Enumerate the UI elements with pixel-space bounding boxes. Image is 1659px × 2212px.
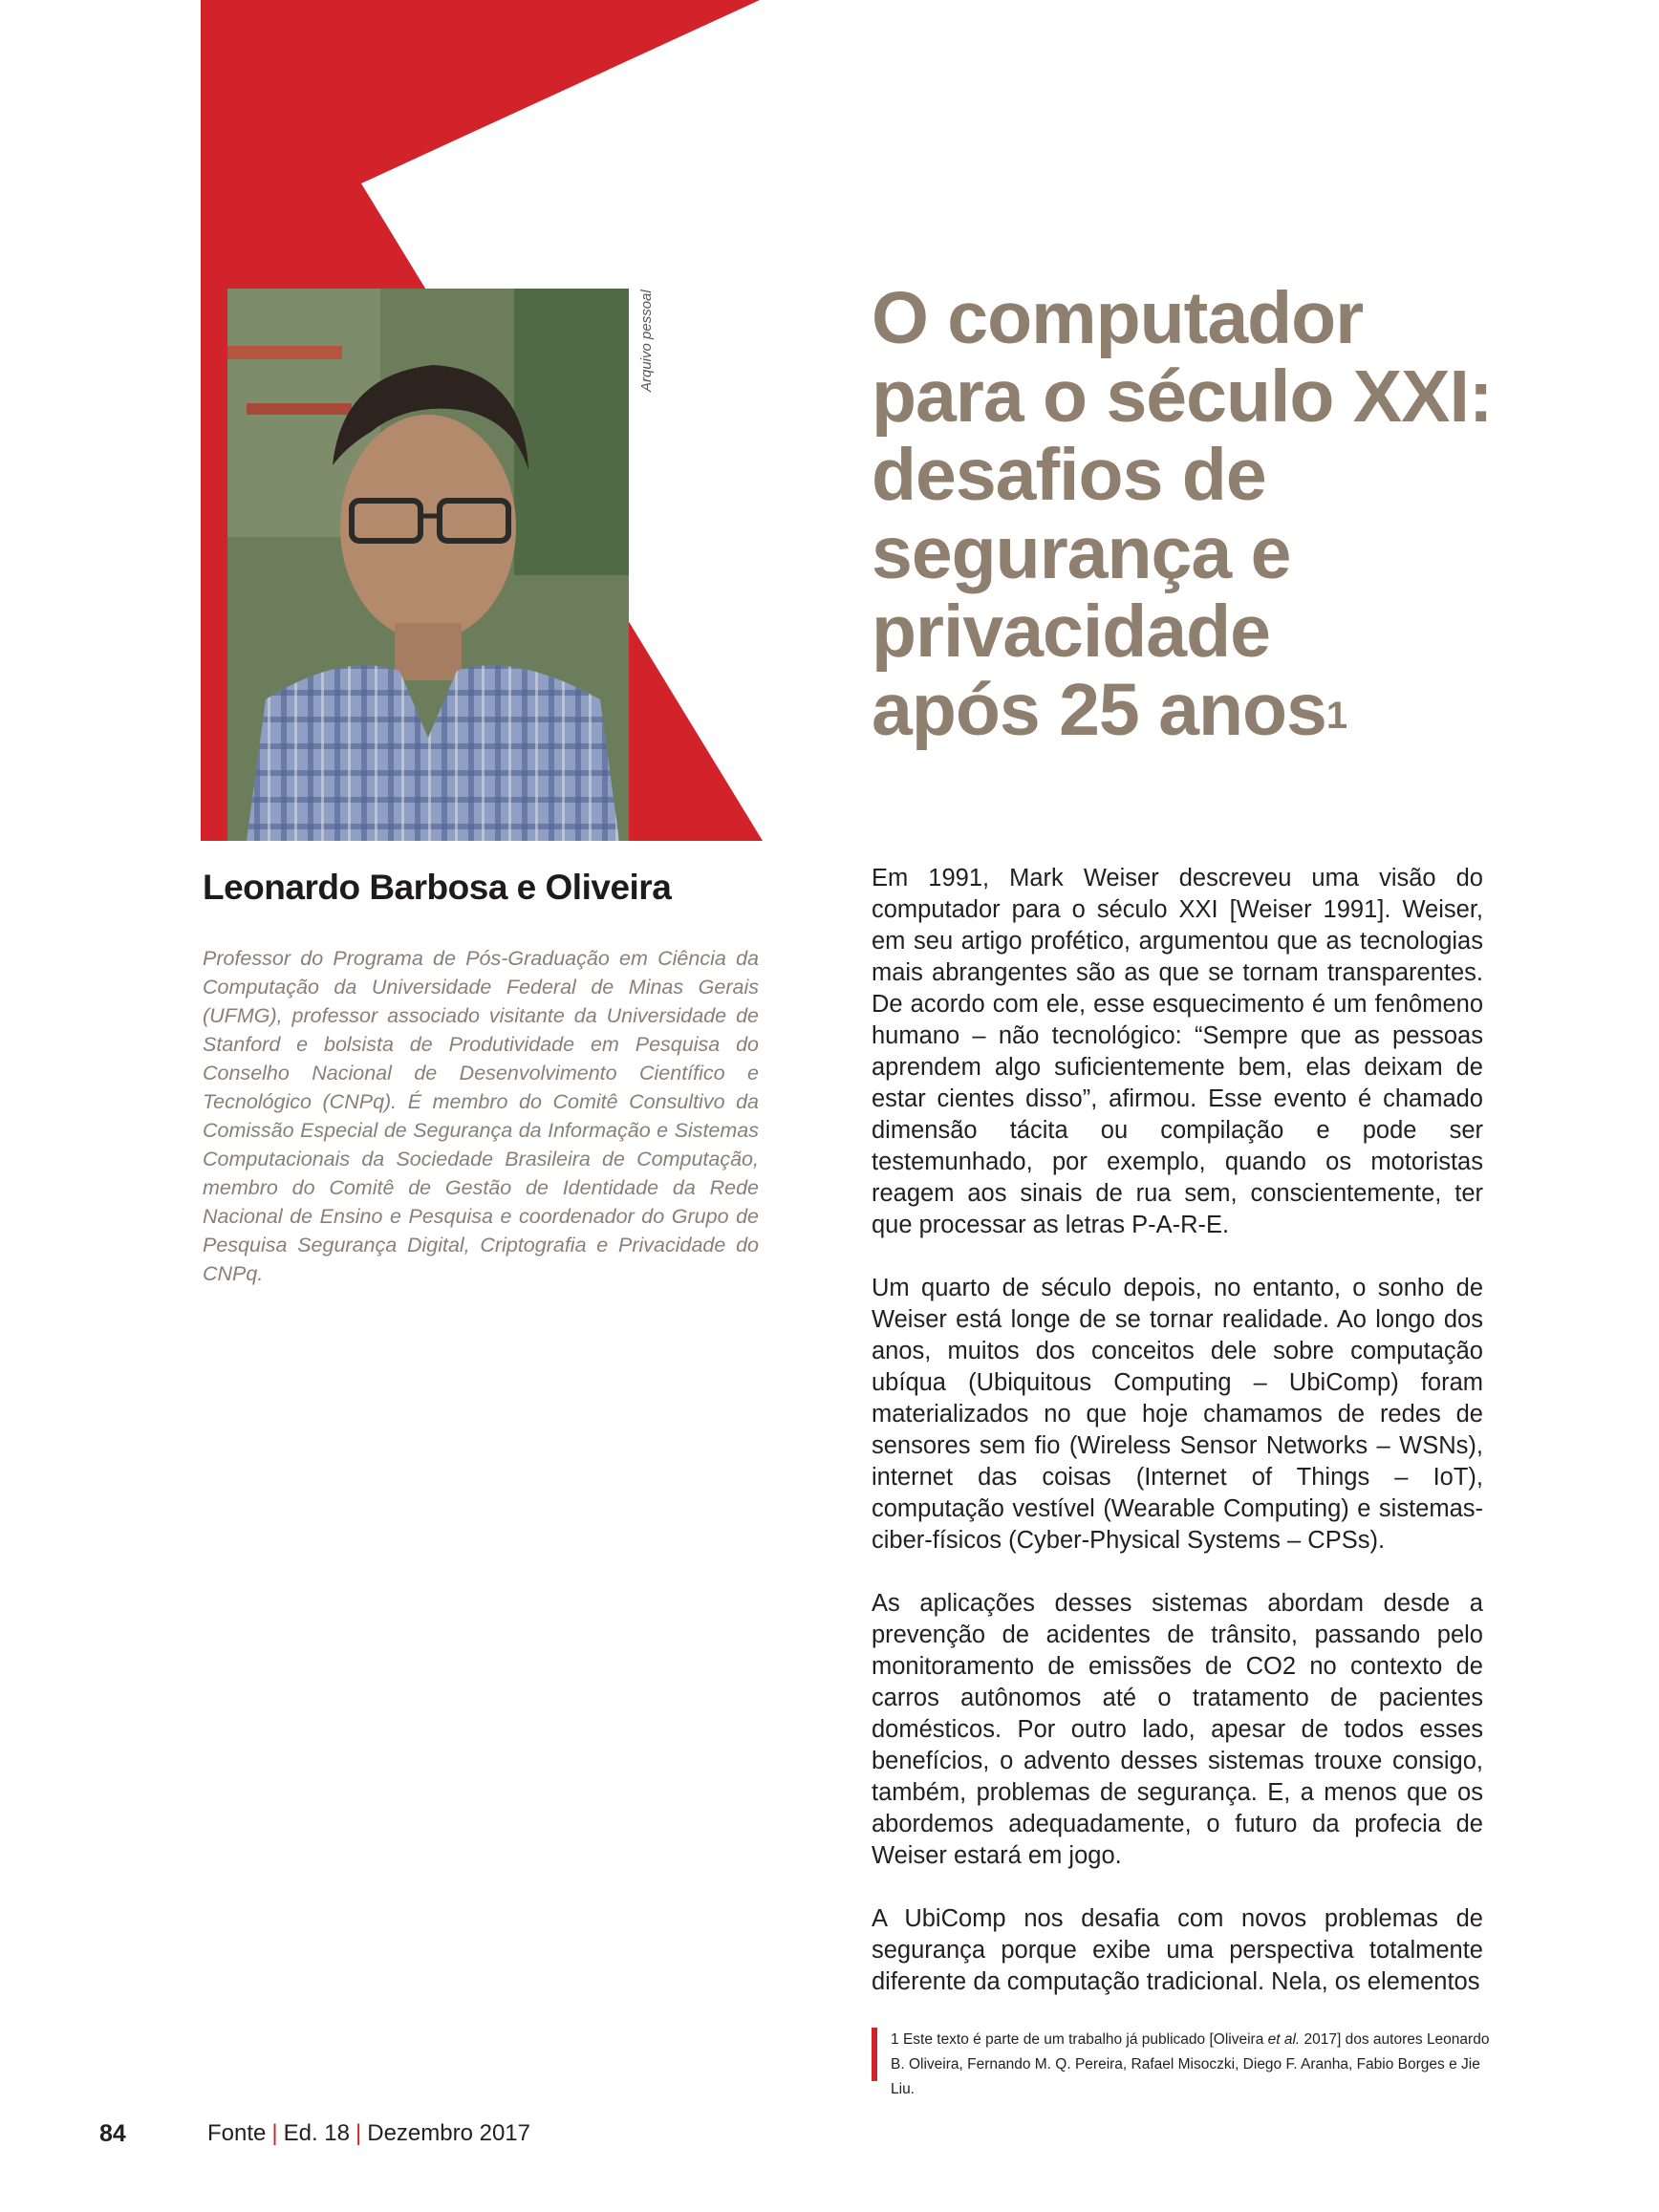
photo-credit: Arquivo pessoal <box>638 290 655 392</box>
article-title <box>872 279 1560 749</box>
author-bio: Professor do Programa de Pós-Graduação em Ciência da Computação da Universidade Federal de Minas Gerais (UFMG), professor associado visitante da Universidade de Stanford e bolsista de Produtividade em Pesquisa do Conselho Nacional de Desenvolvimento Científico e Tecnológico (CNPq). É membro do Comitê Consultivo da Comissão Especial de Segurança da Informação e Sistemas Computacionais da Sociedade Brasileira de Computação, membro do Comitê de Gestão de Identidade da Rede Nacional de Ensino e Pesquisa e coordenador do Grupo de Pesquisa Segurança Digital, Criptografia e Privacidade do CNPq. <box>203 947 759 1285</box>
page-number: 84 <box>99 2120 126 2147</box>
footnote-number: 1 <box>891 2031 899 2048</box>
folio-separator: | <box>356 2120 362 2146</box>
title-line: para o século XXI: <box>872 355 1493 438</box>
title-line: O computador <box>872 277 1364 359</box>
title-line: privacidade <box>872 591 1270 673</box>
folio <box>207 2120 530 2147</box>
edition: Ed. 18 <box>283 2120 350 2146</box>
publication-name: Fonte <box>207 2120 267 2146</box>
body-paragraph: As aplicações desses sistemas abordam desde a prevenção de acidentes de trânsito, passando pelo monitoramento de emissões de CO2 no contexto de carros autônomos até o tratamento de pacientes domésticos. Por outro lado, apesar de todos esses benefícios, o advento desses sistemas trouxe consigo, também, problemas de segurança. E, a menos que os abordemos adequadamente, o futuro da profecia de Weiser estará em jogo. <box>872 1590 1483 1869</box>
issue-date: Dezembro 2017 <box>367 2120 530 2146</box>
title-footnote-ref: 1 <box>1325 695 1347 737</box>
footnote-text-italic: et al. <box>1267 2031 1301 2048</box>
article-body <box>872 863 1483 2029</box>
body-paragraph: Em 1991, Mark Weiser descreveu uma visão do computador para o século XXI [Weiser 1991]. Weiser, em seu artigo profético, argumentou que as tecnologias mais abrangentes são as que se tornam transparentes. De acordo com ele, esse esquecimento é um fenômeno humano – não tecnológico: “Sempre que as pessoas aprendem algo suficientemente bem, elas deixam de estar cientes disso”, afirmou. Esse evento é chamado dimensão tácita ou compilação e pode ser testemunhado, por exemplo, quando os motoristas reagem aos sinais de rua sem, conscientemente, ter que processar as letras P-A-R-E. <box>872 865 1483 1238</box>
folio-separator: | <box>271 2120 278 2146</box>
title-line: após 25 anos <box>872 669 1326 751</box>
title-line: segurança e <box>872 512 1291 594</box>
footnote <box>872 2028 1491 2097</box>
body-paragraph: A UbiComp nos desafia com novos problemas de segurança porque exibe uma perspectiva totalmente diferente da computação tradicional. Nela, os elementos <box>872 1905 1483 1995</box>
footnote-text-before: Este texto é parte de um trabalho já publicado [Oliveira <box>902 2031 1268 2048</box>
footnote-text-after: 2017] dos autores Leonardo B. Oliveira, Fernando M. Q. Pereira, Rafael Misoczki, Diego F. Aranha, Fabio Borges e Jie Liu. <box>891 2031 1490 2097</box>
title-line: desafios de <box>872 434 1266 516</box>
body-paragraph: Um quarto de século depois, no entanto, o sonho de Weiser está longe de se tornar realidade. Ao longo dos anos, muitos dos conceitos dele sobre computação ubíqua (Ubiquitous Computing – UbiComp) foram materializados no que hoje chamamos de redes de sensores sem fio (Wireless Sensor Networks – WSNs), internet das coisas (Internet of Things – IoT), computação vestível (Wearable Computing) e sistemas-ciber-físicos (Cyber-Physical Systems – CPSs). <box>872 1275 1483 1554</box>
author-photo <box>227 289 629 841</box>
author-name: Leonardo Barbosa e Oliveira <box>203 868 672 907</box>
